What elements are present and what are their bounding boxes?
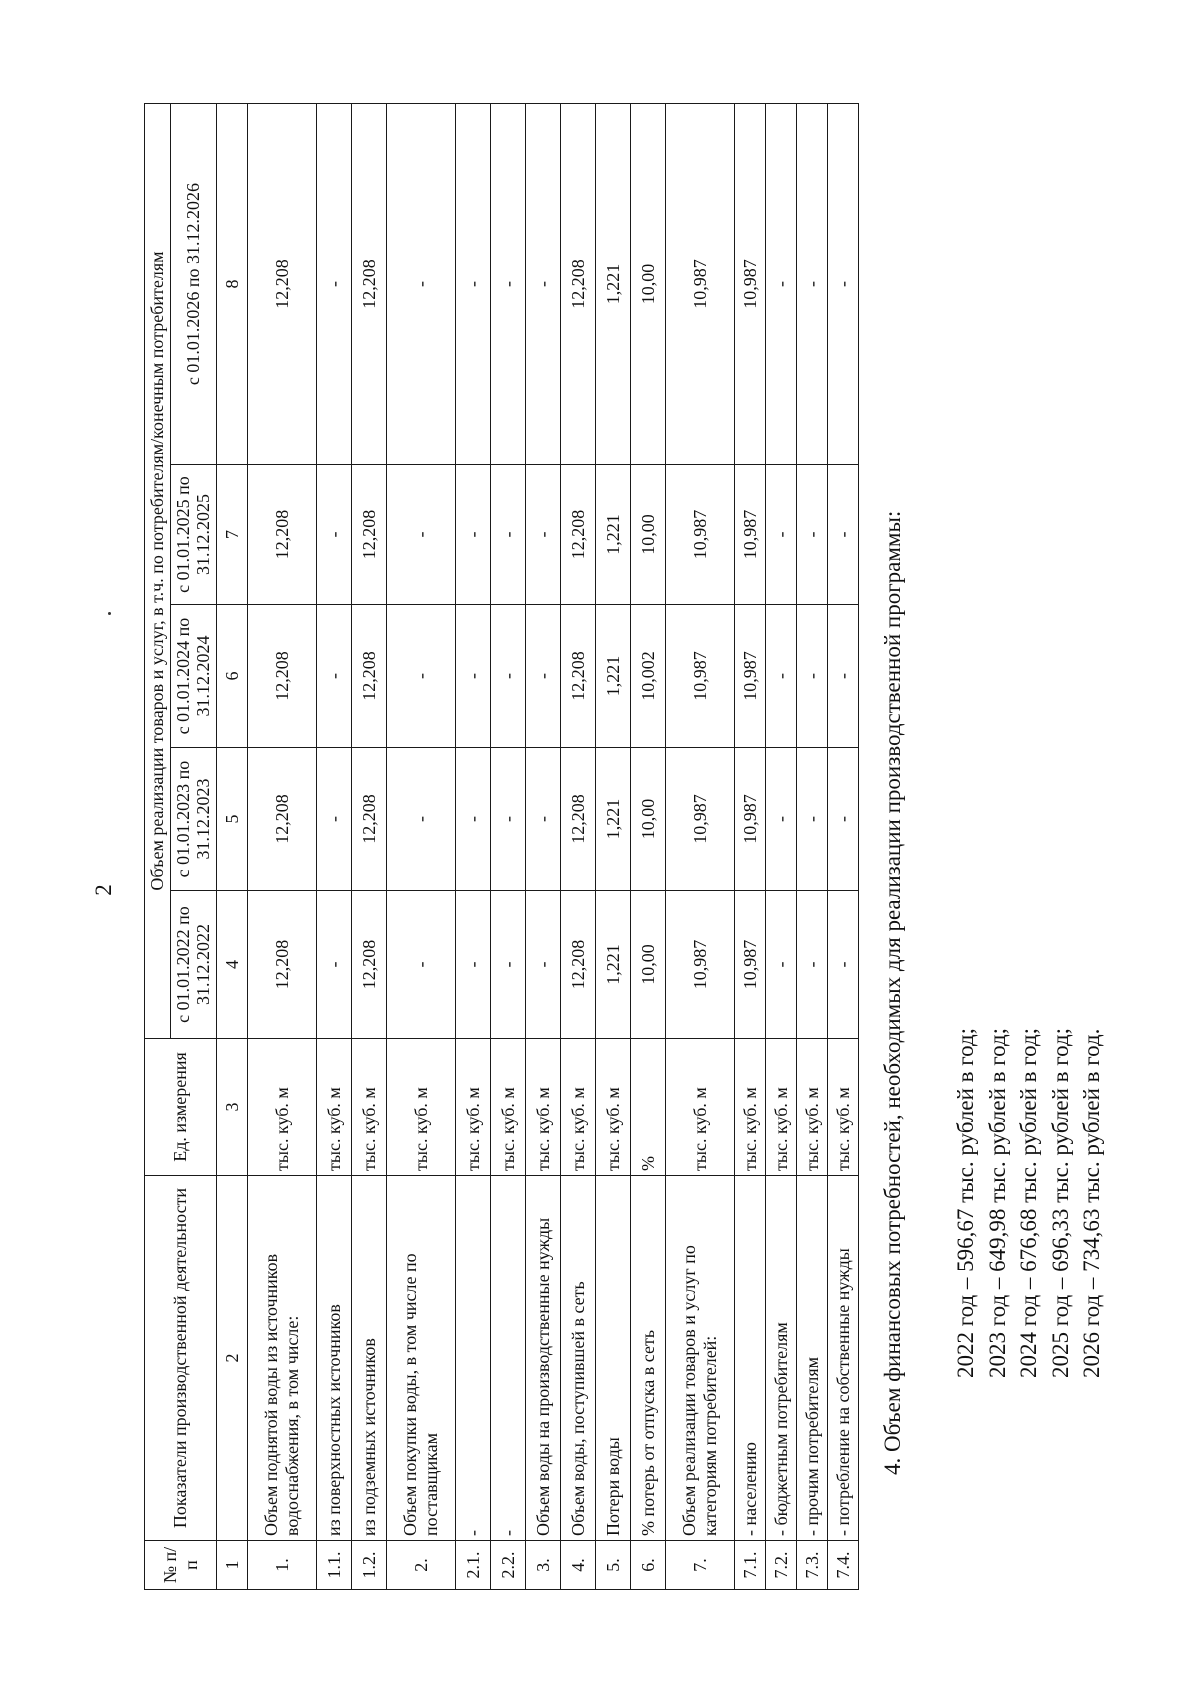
row-indicator-name: из подземных источников xyxy=(352,1176,387,1541)
row-indicator-name: - xyxy=(491,1176,526,1541)
row-unit: тыс. куб. м xyxy=(828,1039,859,1176)
column-index-cell: 6 xyxy=(217,605,248,748)
row-indicator-name: - xyxy=(456,1176,491,1541)
row-value: - xyxy=(766,465,797,605)
row-number: 1.1. xyxy=(317,1541,352,1590)
row-value: 10,00 xyxy=(631,891,666,1039)
row-value: 12,208 xyxy=(561,891,596,1039)
row-value: 10,00 xyxy=(631,748,666,891)
row-number: 4. xyxy=(561,1541,596,1590)
row-value: 12,208 xyxy=(248,465,317,605)
row-value: - xyxy=(317,605,352,748)
row-value: - xyxy=(456,748,491,891)
row-indicator-name: - населению xyxy=(735,1176,766,1541)
row-value: - xyxy=(317,104,352,465)
row-indicator-name: Объем воды на производственные нужды xyxy=(526,1176,561,1541)
column-index-cell: 8 xyxy=(217,104,248,465)
table-row xyxy=(526,104,561,1590)
row-value: - xyxy=(526,465,561,605)
table-row xyxy=(631,104,666,1590)
row-value: - xyxy=(387,605,456,748)
table-row xyxy=(797,104,828,1590)
row-value: 12,208 xyxy=(248,104,317,465)
row-value: - xyxy=(526,104,561,465)
row-unit: тыс. куб. м xyxy=(766,1039,797,1176)
row-value: - xyxy=(766,748,797,891)
row-number: 2.1. xyxy=(456,1541,491,1590)
row-number: 7.3. xyxy=(797,1541,828,1590)
table-row xyxy=(456,104,491,1590)
row-value: - xyxy=(317,465,352,605)
row-value: 12,208 xyxy=(248,891,317,1039)
table-row xyxy=(317,104,352,1590)
row-value: 10,987 xyxy=(735,104,766,465)
row-number: 7.4. xyxy=(828,1541,859,1590)
section-4-title: 4. Объем финансовых потребностей, необходимых для реализации производственной программы: xyxy=(880,510,905,1475)
row-value: - xyxy=(828,891,859,1039)
header-num: № п/п xyxy=(145,1541,217,1590)
financial-needs-list xyxy=(950,1028,1108,1378)
row-value: - xyxy=(828,748,859,891)
row-value: 12,208 xyxy=(248,748,317,891)
row-value: 1,221 xyxy=(596,104,631,465)
header-group: Объем реализации товаров и услуг, в т.ч. по потребителям/конечным потребителям xyxy=(145,104,171,1039)
column-index-cell: 5 xyxy=(217,748,248,891)
financial-need-item: 2022 год – 596,67 тыс. рублей в год; xyxy=(953,1027,978,1378)
row-value: 1,221 xyxy=(596,465,631,605)
row-value: 10,987 xyxy=(666,891,735,1039)
row-value: - xyxy=(526,748,561,891)
row-value: 10,987 xyxy=(666,104,735,465)
row-value: - xyxy=(317,748,352,891)
row-unit: тыс. куб. м xyxy=(561,1039,596,1176)
row-value: 10,987 xyxy=(735,605,766,748)
row-unit: тыс. куб. м xyxy=(387,1039,456,1176)
row-value: - xyxy=(491,605,526,748)
row-indicator-name: Объем реализации товаров и услуг по категориям потребителей: xyxy=(666,1176,735,1541)
row-value: - xyxy=(526,605,561,748)
table-row xyxy=(666,104,735,1590)
financial-need-item: 2024 год – 676,68 тыс. рублей в год; xyxy=(1016,1027,1041,1378)
row-number: 7.1. xyxy=(735,1541,766,1590)
row-value: 12,208 xyxy=(561,605,596,748)
row-value: - xyxy=(766,605,797,748)
row-indicator-name: Потери воды xyxy=(596,1176,631,1541)
table-row xyxy=(491,104,526,1590)
row-number: 7.2. xyxy=(766,1541,797,1590)
row-value: - xyxy=(797,465,828,605)
row-indicator-name: - прочим потребителям xyxy=(797,1176,828,1541)
row-value: 12,208 xyxy=(352,748,387,891)
row-value: 10,987 xyxy=(666,748,735,891)
header-unit: Ед. измерения xyxy=(145,1039,217,1176)
row-value: 12,208 xyxy=(352,104,387,465)
financial-need-item: 2025 год – 696,33 тыс. рублей в год; xyxy=(1047,1027,1073,1378)
table-row xyxy=(352,104,387,1590)
row-value: - xyxy=(526,891,561,1039)
row-unit: тыс. куб. м xyxy=(526,1039,561,1176)
row-value: - xyxy=(828,465,859,605)
table-row xyxy=(735,104,766,1590)
header-indicator: Показатели производственной деятельности xyxy=(145,1176,217,1541)
row-number: 1. xyxy=(248,1541,317,1590)
row-value: 10,987 xyxy=(735,891,766,1039)
row-value: - xyxy=(456,104,491,465)
row-indicator-name: Объем покупки воды, в том числе по поставщикам xyxy=(387,1176,456,1541)
row-value: 12,208 xyxy=(561,465,596,605)
row-value: 10,002 xyxy=(631,605,666,748)
row-value: 10,987 xyxy=(666,465,735,605)
row-number: 6. xyxy=(631,1541,666,1590)
row-unit: тыс. куб. м xyxy=(596,1039,631,1176)
row-value: - xyxy=(456,605,491,748)
row-indicator-name: Объем воды, поступившей в сеть xyxy=(561,1176,596,1541)
row-indicator-name: из поверхностных источников xyxy=(317,1176,352,1541)
financial-need-item: 2023 год – 649,98 тыс. рублей в год; xyxy=(984,1027,1010,1378)
production-indicators-table xyxy=(144,103,859,1590)
row-value: 1,221 xyxy=(596,605,631,748)
table-row xyxy=(766,104,797,1590)
row-value: - xyxy=(828,104,859,465)
row-value: - xyxy=(828,605,859,748)
row-value: 1,221 xyxy=(596,891,631,1039)
row-value: 12,208 xyxy=(352,605,387,748)
row-value: 12,208 xyxy=(248,605,317,748)
row-value: 12,208 xyxy=(352,465,387,605)
row-indicator-name: - бюджетным потребителям xyxy=(766,1176,797,1541)
row-value: 1,221 xyxy=(596,748,631,891)
row-unit: тыс. куб. м xyxy=(797,1039,828,1176)
row-unit: тыс. куб. м xyxy=(248,1039,317,1176)
row-unit: тыс. куб. м xyxy=(317,1039,352,1176)
row-value: 12,208 xyxy=(352,891,387,1039)
row-indicator-name: % потерь от отпуска в сеть xyxy=(631,1176,666,1541)
row-value: - xyxy=(317,891,352,1039)
row-value: - xyxy=(797,891,828,1039)
header-period: с 01.01.2026 по 31.12.2026 xyxy=(170,104,216,465)
row-value: 10,987 xyxy=(735,748,766,891)
column-index-cell: 1 xyxy=(217,1541,248,1590)
row-value: 10,987 xyxy=(666,605,735,748)
row-unit: тыс. куб. м xyxy=(352,1039,387,1176)
column-index-cell: 4 xyxy=(217,891,248,1039)
column-index-cell: 3 xyxy=(217,1039,248,1176)
row-value: - xyxy=(491,465,526,605)
row-unit: тыс. куб. м xyxy=(456,1039,491,1176)
row-value: - xyxy=(491,748,526,891)
row-number: 2. xyxy=(387,1541,456,1590)
row-indicator-name: - потребление на собственные нужды xyxy=(828,1176,859,1541)
row-value: 10,00 xyxy=(631,104,666,465)
row-number: 5. xyxy=(596,1541,631,1590)
row-value: - xyxy=(456,891,491,1039)
row-unit: % xyxy=(631,1039,666,1176)
row-value: - xyxy=(387,465,456,605)
row-number: 7. xyxy=(666,1541,735,1590)
row-unit: тыс. куб. м xyxy=(666,1039,735,1176)
row-value: - xyxy=(491,104,526,465)
row-value: - xyxy=(766,891,797,1039)
row-value: - xyxy=(797,748,828,891)
row-value: - xyxy=(491,891,526,1039)
row-value: 10,987 xyxy=(735,465,766,605)
row-value: - xyxy=(456,465,491,605)
row-value: - xyxy=(797,605,828,748)
table-row xyxy=(248,104,317,1590)
row-value: - xyxy=(766,104,797,465)
row-value: - xyxy=(387,748,456,891)
table-row xyxy=(387,104,456,1590)
column-index-cell: 2 xyxy=(217,1176,248,1541)
row-number: 1.2. xyxy=(352,1541,387,1590)
column-index-cell: 7 xyxy=(217,465,248,605)
header-period: с 01.01.2024 по 31.12.2024 xyxy=(170,605,216,748)
row-unit: тыс. куб. м xyxy=(491,1039,526,1176)
row-indicator-name: Объем поднятой воды из источников водоснабжения, в том числе: xyxy=(248,1176,317,1541)
table-row xyxy=(561,104,596,1590)
financial-need-item: 2026 год – 734,63 тыс. рублей в год. xyxy=(1079,1028,1104,1378)
table-row xyxy=(596,104,631,1590)
row-value: - xyxy=(387,104,456,465)
row-value: - xyxy=(387,891,456,1039)
page-number: 2 xyxy=(91,884,116,896)
row-number: 2.2. xyxy=(491,1541,526,1590)
table-row xyxy=(828,104,859,1590)
header-period: с 01.01.2023 по 31.12.2023 xyxy=(170,748,216,891)
header-period: с 01.01.2025 по 31.12.2025 xyxy=(170,465,216,605)
row-value: - xyxy=(797,104,828,465)
row-unit: тыс. куб. м xyxy=(735,1039,766,1176)
row-number: 3. xyxy=(526,1541,561,1590)
row-value: 12,208 xyxy=(561,104,596,465)
row-value: 10,00 xyxy=(631,465,666,605)
header-period: с 01.01.2022 по 31.12.2022 xyxy=(170,891,216,1039)
row-value: 12,208 xyxy=(561,748,596,891)
